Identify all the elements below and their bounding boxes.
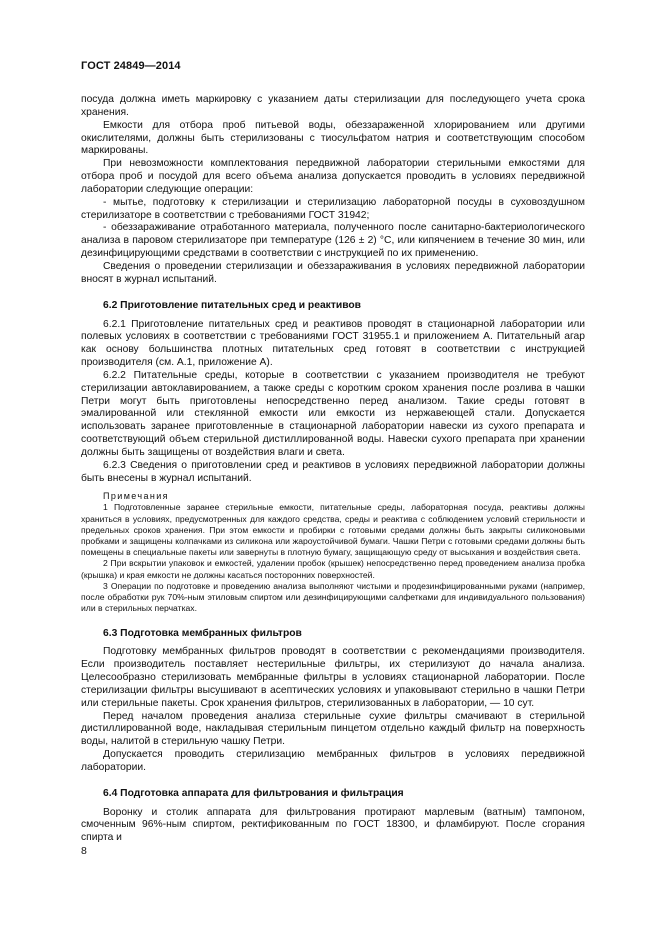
paragraph: Подготовку мембранных фильтров проводят в соответствии с рекомендациями производителя. Если производитель поставляет нестерильные фильтры, их стерилизуют до начала анализа. Целесообразно стерилизовать мембранные фильтры в условиях стационарной лаборатории. После стерилизации фильтры высушивают в асептических условиях и упаковывают стерильно в чашки Петри или стерильные пакеты. Срок хранения фильтров, стерилизованных в лаборатории, — 10 сут. xyxy=(81,646,585,709)
list-item: - мытье, подготовку к стерилизации и стерилизацию лабораторной посуды в суховоздушном стерилизаторе в соответствии с требованиями ГОСТ 31942; xyxy=(81,196,585,221)
paragraph: Перед началом проведения анализа стерильные сухие фильтры смачивают в стерильной дистиллированной воде, накладывая стерильным пинцетом отдельно каждый фильтр на поверхность воды, налитой в стерильную чашку Петри. xyxy=(81,710,585,748)
note: 2 При вскрытии упаковок и емкостей, удалении пробок (крышек) непосредственно перед проведением анализа пробка (крышка) и края емкости не должны касаться посторонних поверхностей. xyxy=(81,558,585,580)
list-item: - обеззараживание отработанного материала, полученного после санитарно-бактериологического анализа в паровом стерилизаторе при температуре (126 ± 2) °С, или кипячением в течение 30 мин, или дезинфицирующими средствами в соответствии с инструкцией по их применению. xyxy=(81,222,585,260)
page-number: 8 xyxy=(81,845,87,857)
paragraph: 6.2.2 Питательные среды, которые в соответствии с указанием производителя не требуют стерилизации автоклавированием, а также среды с коротким сроком хранения после розлива в чашки Петри могут быть приготовлены непосредственно перед анализом. Такие среды готовят в эмалированной или стеклянной емкости или емкости из нержавеющей стали. Допускается использовать заранее приготовленные в стационарной лаборатории навески из сухого препарата и соответствующий объем стерильной дистиллированной воды. Навески сухого препарата при хранении должны быть защищены от воздействия влаги и света. xyxy=(81,369,585,458)
section-heading-6-3: 6.3 Подготовка мембранных фильтров xyxy=(103,627,302,639)
paragraph: Емкости для отбора проб питьевой воды, обеззараженной хлорированием или другими окислителями, должны быть стерилизованы с тиосульфатом натрия и соответствующим способом маркированы. xyxy=(81,119,585,157)
paragraph: При невозможности комплектования передвижной лаборатории стерильными емкостями для отбора проб и посудой для всего объема анализа допускается проводить в условиях передвижной лаборатории следующие операции: xyxy=(81,158,585,195)
section-heading-6-4: 6.4 Подготовка аппарата для фильтрования и фильтрация xyxy=(103,787,404,799)
paragraph: Сведения о проведении стерилизации и обеззараживания в условиях передвижной лаборатории вносят в журнал испытаний. xyxy=(81,260,585,285)
paragraph: Воронку и столик аппарата для фильтрования протирают марлевым (ватным) тампоном, смоченным 96%-ным спиртом, ректификованным по ГОСТ 18300, и фламбируют. После сгорания спирта и xyxy=(81,806,585,844)
paragraph: 6.2.3 Сведения о приготовлении сред и реактивов в условиях передвижной лаборатории должны быть внесены в журнал испытаний. xyxy=(81,459,585,484)
document-header: ГОСТ 24849—2014 xyxy=(81,60,181,72)
notes-title: Примечания xyxy=(103,491,169,502)
section-heading-6-2: 6.2 Приготовление питательных сред и реактивов xyxy=(103,299,362,311)
paragraph: Допускается проводить стерилизацию мембранных фильтров в условиях передвижной лаборатории. xyxy=(81,749,585,773)
note: 1 Подготовленные заранее стерильные емкости, питательные среды, лабораторная посуда, реактивы должны храниться в условиях, предусмотренных для каждого средства, среды и реактива с соблюдением условий стерильности и предельных сроков хранения. При этом емкости и пробирки с готовыми средами должны быть закрыты силиконовыми пробками и защищены колпачками из силикона или жароустойчивой бумаги. Чашки Петри с готовыми средами должны быть помещены в специальные пакеты или завернуты в плотную бумагу, защищающую среду от высыхания и воздействия света. xyxy=(81,502,585,558)
paragraph: посуда должна иметь маркировку с указанием даты стерилизации для последующего учета срока хранения. xyxy=(81,94,585,118)
note: 3 Операции по подготовке и проведению анализа выполняют чистыми и продезинфицированными руками (например, после обработки рук 70%-ным этиловым спиртом или дезинфицирующими салфетками для индивидуального пользования) или в стерильных перчатках. xyxy=(81,580,585,614)
paragraph: 6.2.1 Приготовление питательных сред и реактивов проводят в стационарной лаборатории или полевых условиях в соответствии с требованиями ГОСТ 31955.1 и приложением А. Питательный агар как основу большинства плотных питательных сред готовят в соответствии с инструкцией производителя (см. А.1, приложение А). xyxy=(81,318,585,369)
page-content xyxy=(81,94,585,845)
